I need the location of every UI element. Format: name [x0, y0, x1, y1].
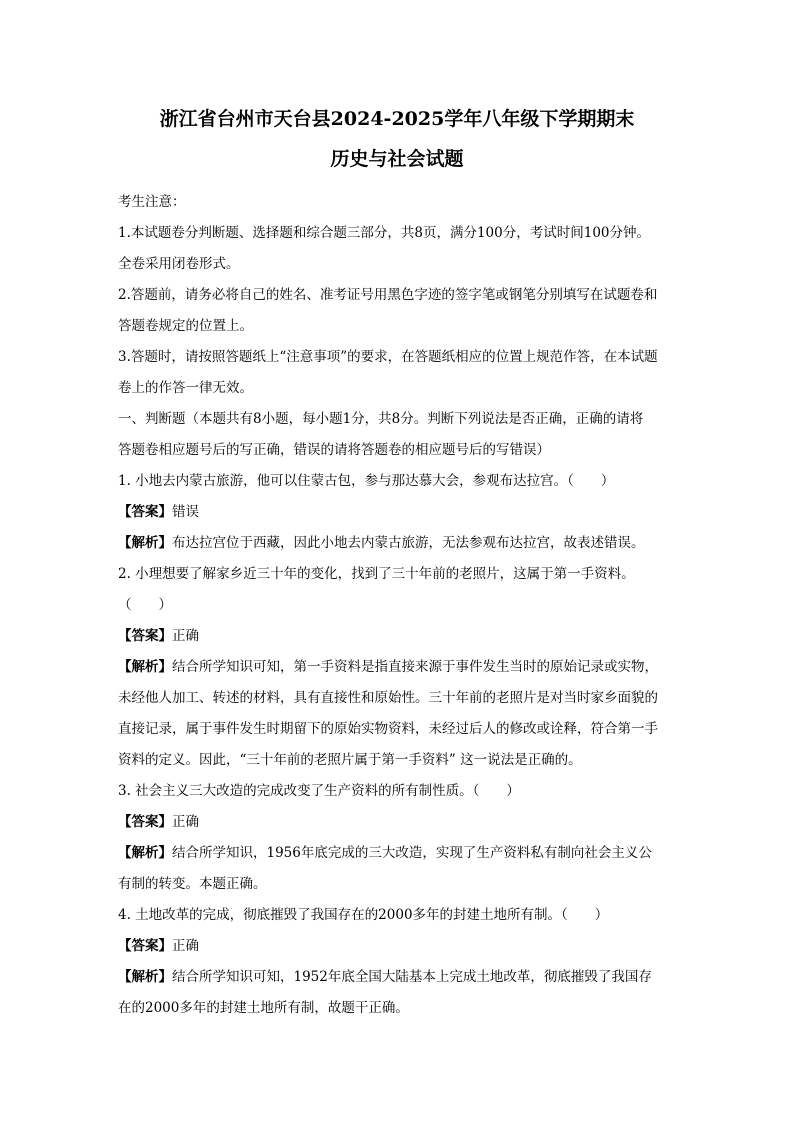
analysis-4	[118, 962, 694, 993]
answer-4	[118, 931, 694, 962]
section-heading-cont: 答题卷相应题号后的写正确，错误的请将答题卷的相应题号后的写错误）	[118, 442, 550, 458]
notice-item-3-cont: 卷上的作答一律无效。	[118, 380, 253, 396]
notice-item-1-cont: 全卷采用闭卷形式。	[118, 256, 240, 272]
answer-1	[118, 497, 694, 528]
analysis-tag: 【解析】	[118, 535, 172, 551]
analysis-text: 结合所学知识可知，第一手资料是指直接来源于事件发生当时的原始记录或实物，	[172, 659, 658, 675]
document-title: 浙江省台州市天台县2024-2025学年八年级下学期期末	[159, 108, 635, 130]
section-heading: 一、判断题（本题共有8小题，每小题1分，共8分。判断下列说法是否正确，正确的请将	[118, 411, 644, 427]
analysis-text: 结合所学知识可知，1952年底全国大陆基本上完成土地改革，彻底摧毁了我国存	[172, 969, 652, 985]
question-2: 2. 小理想要了解家乡近三十年的变化，找到了三十年前的老照片，这属于第一手资料。	[118, 566, 635, 582]
analysis-2	[118, 652, 694, 683]
analysis-tag: 【解析】	[118, 969, 172, 985]
analysis-1	[118, 528, 694, 559]
analysis-tag: 【解析】	[118, 659, 172, 675]
analysis-2-cont: 资料的定义。因此，“三十年前的老照片属于第一手资料” 这一说法是正确的。	[118, 752, 582, 768]
analysis-tag: 【解析】	[118, 845, 172, 861]
answer-tag: 【答案】	[118, 938, 172, 954]
analysis-3-cont: 有制的转变。本题正确。	[118, 876, 267, 892]
analysis-3	[118, 838, 694, 869]
analysis-text: 结合所学知识，1956年底完成的三大改造，实现了生产资料私有制向社会主义公	[172, 845, 652, 861]
analysis-text: 布达拉宫位于西藏，因此小地去内蒙古旅游，无法参观布达拉宫，故表述错误。	[172, 535, 645, 551]
answer-value: 正确	[172, 938, 199, 954]
analysis-2-cont: 直接记录，属于事件发生时期留下的原始实物资料，未经过后人的修改或诠释，符合第一手	[118, 721, 658, 737]
question-3: 3. 社会主义三大改造的完成改变了生产资料的所有制性质。（ ）	[118, 783, 520, 799]
answer-2	[118, 621, 694, 652]
answer-tag: 【答案】	[118, 504, 172, 520]
notice-header: 考生注意：	[118, 194, 186, 210]
notice-item-1: 1.本试题卷分判断题、选择题和综合题三部分，共8页，满分100分，考试时间100分钟。	[118, 225, 651, 241]
answer-value: 正确	[172, 814, 199, 830]
answer-value: 正确	[172, 628, 199, 644]
document-body	[118, 187, 694, 1024]
answer-3	[118, 807, 694, 838]
analysis-2-cont: 未经他人加工、转述的材料，具有直接性和原始性。三十年前的老照片是对当时家乡面貌的	[118, 690, 658, 706]
document-subtitle: 历史与社会试题	[330, 148, 464, 170]
notice-item-2: 2.答题前，请务必将自己的姓名、准考证号用黑色字迹的签字笔或钢笔分别填写在试题卷和	[118, 287, 658, 303]
notice-item-2-cont: 答题卷规定的位置上。	[118, 318, 253, 334]
answer-tag: 【答案】	[118, 628, 172, 644]
question-4: 4. 土地改革的完成，彻底摧毁了我国存在的2000多年的封建土地所有制。（ ）	[118, 907, 609, 923]
answer-tag: 【答案】	[118, 814, 172, 830]
answer-value: 错误	[172, 504, 199, 520]
question-1: 1. 小地去内蒙古旅游，他可以住蒙古包，参与那达慕大会，参观布达拉宫。（ ）	[118, 473, 615, 489]
question-2-cont: （ ）	[118, 597, 172, 613]
analysis-4-cont: 在的2000多年的封建土地所有制，故题干正确。	[118, 1000, 409, 1016]
notice-item-3: 3.答题时，请按照答题纸上“注意事项”的要求，在答题纸相应的位置上规范作答，在本试题	[118, 349, 658, 365]
